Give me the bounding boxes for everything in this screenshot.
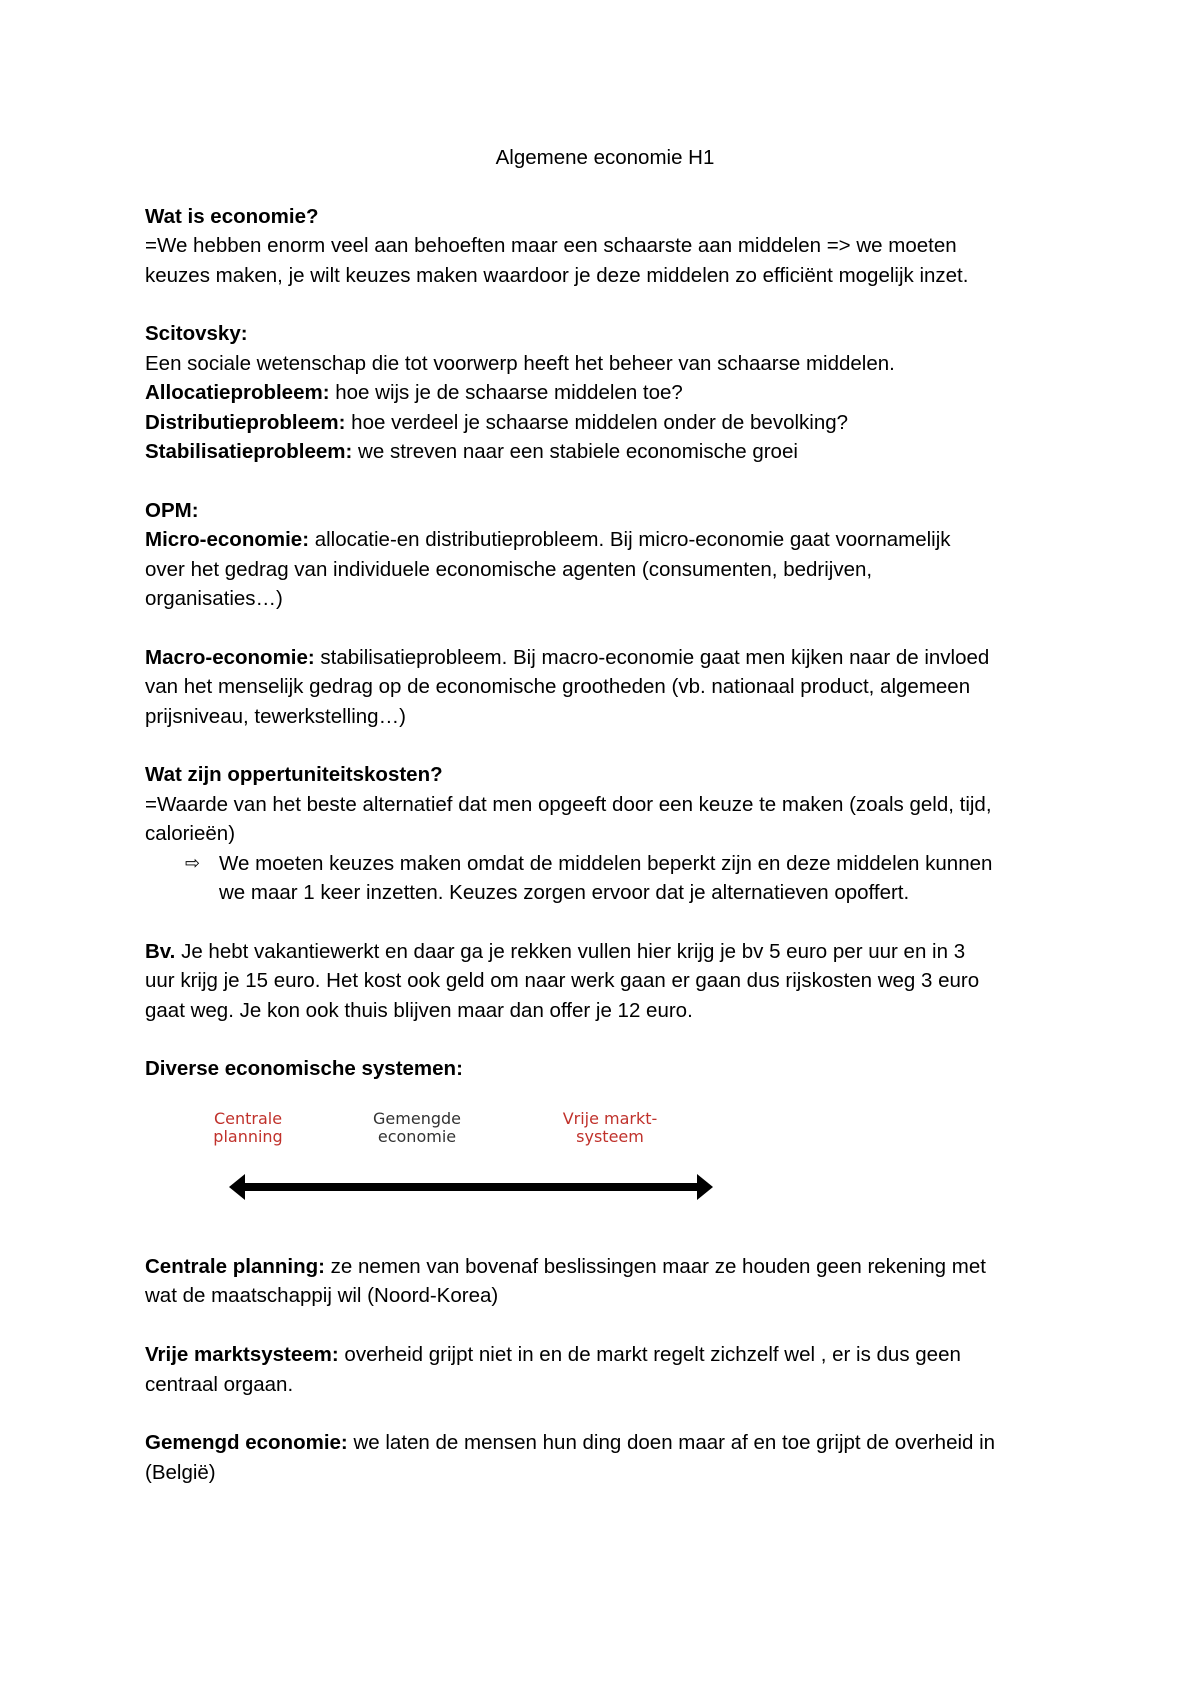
paragraph-line: prijsniveau, tewerkstelling…) [145,704,406,728]
example-paragraph: Bv. Je hebt vakantiewerkt en daar ga je rekken vullen hier krijg je bv 5 euro per uur en in 3 [145,939,966,963]
paragraph-line: organisaties…) [145,587,283,611]
economic-systems-diagram [145,1092,1075,1252]
definition-micro: Micro-economie: allocatie-en distributieprobleem. Bij micro-economie gaat voornamelijk [145,528,951,552]
bullet-text: We moeten keuzes maken omdat de middelen beperkt zijn en deze middelen kunnen we maar 1 keer inzetten. Keuzes zorgen ervoor dat je alternatieven opoffert. [219,851,993,905]
spacer [145,1399,1075,1428]
diagram-label-centrale-planning: Centrale planning [213,1108,283,1146]
definition-stabilisatie: Stabilisatieprobleem: we streven naar een stabiele economische groei [145,440,798,464]
document-body [145,143,1075,1487]
definition-centrale-planning: Centrale planning: ze nemen van bovenaf beslissingen maar ze houden geen rekening met [145,1254,986,1278]
paragraph-line: gaat weg. Je kon ook thuis blijven maar dan offer je 12 euro. [145,998,693,1022]
diagram-label-gemengde-economie: Gemengde economie [373,1108,461,1146]
definition-macro: Macro-economie: stabilisatieprobleem. Bij macro-economie gaat men kijken naar de invloed [145,645,990,669]
paragraph-line: van het menselijk gedrag op de economische grootheden (vb. nationaal product, algemeen [145,675,971,699]
spacer [145,613,1075,642]
section-heading-systemen: Diverse economische systemen: [145,1057,463,1081]
spacer [145,731,1075,760]
spacer [145,907,1075,936]
paragraph-line: (België) [145,1460,216,1484]
definition-distributie: Distributieprobleem: hoe verdeel je schaarse middelen onder de bevolking? [145,410,849,434]
spacer [145,1025,1075,1054]
diagram-label-vrije-markt: Vrije markt- systeem [562,1108,658,1146]
bullet-item [145,849,1075,908]
paragraph-line: uur krijg je 15 euro. Het kost ook geld om naar werk gaan er gaan dus rijskosten weg 3 euro [145,969,980,993]
spacer [145,466,1075,495]
spacer [145,172,1075,201]
paragraph-line: =We hebben enorm veel aan behoeften maar een schaarste aan middelen => we moeten [145,234,957,258]
paragraph-line: Een sociale wetenschap die tot voorwerp heeft het beheer van schaarse middelen. [145,351,895,375]
definition-vrije-markt: Vrije marktsysteem: overheid grijpt niet in en de markt regelt zichzelf wel , er is dus geen [145,1343,961,1367]
paragraph-line: =Waarde van het beste alternatief dat men opgeeft door een keuze te maken (zoals geld, tijd, [145,792,992,816]
section-heading-economie: Wat is economie? [145,204,319,228]
paragraph-line: calorieën) [145,822,236,846]
section-heading-scitovsky: Scitovsky: [145,322,248,346]
definition-gemengd: Gemengd economie: we laten de mensen hun ding doen maar af en toe grijpt de overheid in [145,1431,996,1455]
paragraph-line: centraal orgaan. [145,1372,294,1396]
paragraph-line: wat de maatschappij wil (Noord-Korea) [145,1284,499,1308]
document-title: Algemene economie H1 [495,146,715,169]
section-heading-opportuniteitskosten: Wat zijn oppertuniteitskosten? [145,763,443,787]
paragraph-line: over het gedrag van individuele economische agenten (consumenten, bedrijven, [145,557,873,581]
double-arrow-icon [229,1162,749,1212]
paragraph-line: keuzes maken, je wilt keuzes maken waardoor je deze middelen zo efficiënt mogelijk inzet. [145,263,969,287]
section-heading-opm: OPM: [145,498,199,522]
spacer [145,1311,1075,1340]
arrow-bullet-icon: ⇨ [185,852,201,873]
definition-allocatie: Allocatieprobleem: hoe wijs je de schaarse middelen toe? [145,381,683,405]
spacer [145,290,1075,319]
